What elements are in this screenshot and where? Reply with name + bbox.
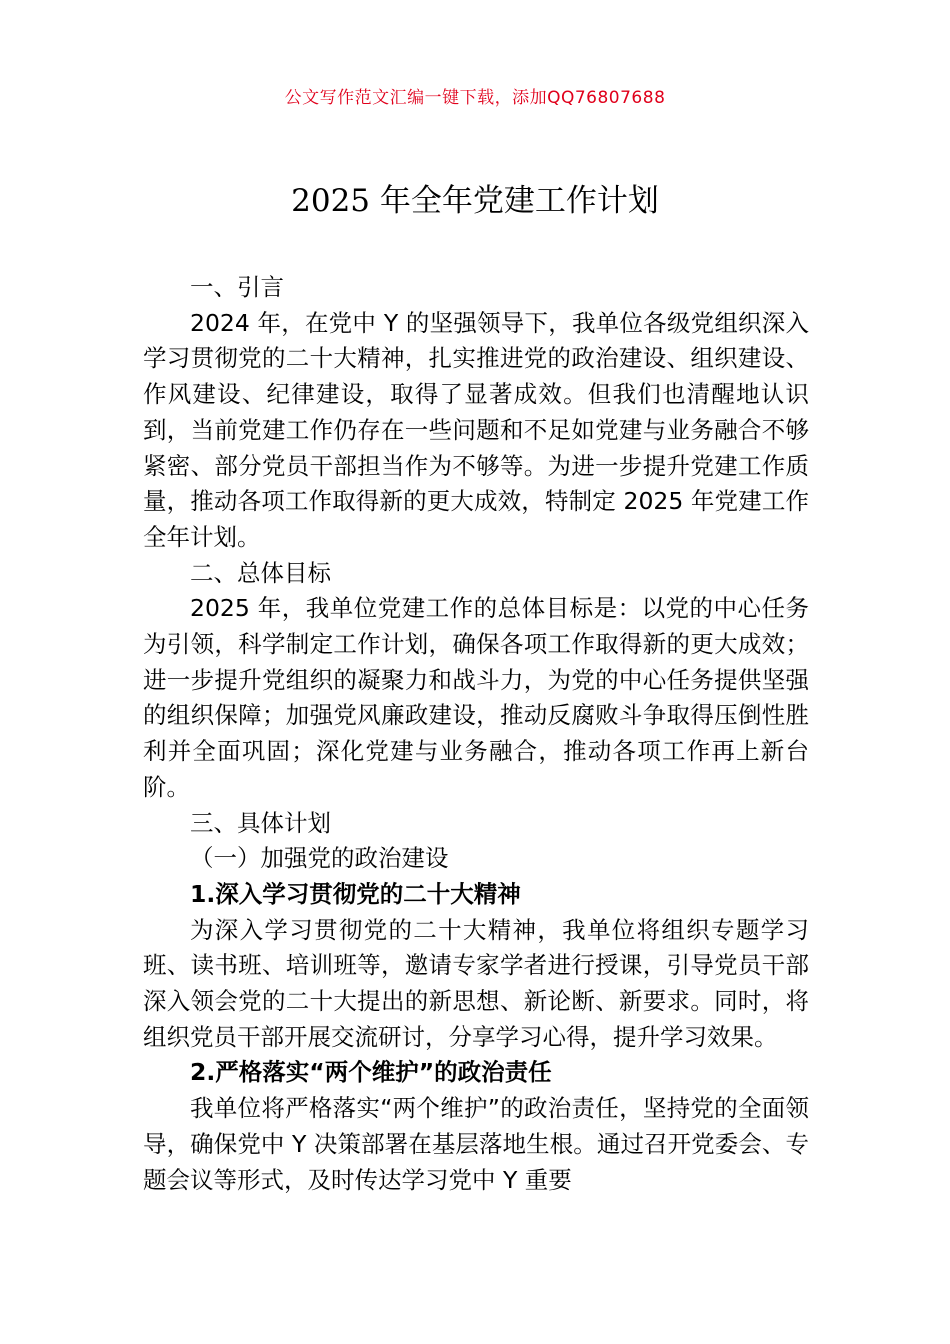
document-body [143,270,809,1198]
paragraph-study: 为深入学习贯彻党的二十大精神，我单位将组织专题学习班、读书班、培训班等，邀请专家学者进行授课，引导党员干部深入领会党的二十大提出的新思想、新论断、新要求。同时，将组织党员干部开展交流研讨，分享学习心得，提升学习效果。 [143,915,809,1051]
paragraph-responsibility: 我单位将严格落实“两个维护”的政治责任，坚持党的全面领导，确保党中 Y 决策部署在基层落地生根。通过召开党委会、专题会议等形式，及时传达学习党中 Y 重要 [143,1094,809,1194]
download-banner: 公文写作范文汇编一键下载，添加QQ76807688 [284,88,666,108]
section-heading-intro: 一、引言 [190,273,284,301]
subsection-heading-political: （一）加强党的政治建设 [190,844,449,873]
document-title: 2025 年全年党建工作计划 [291,183,659,219]
item-heading-study: 1.深入学习贯彻党的二十大精神 [190,879,521,908]
section-heading-goals: 二、总体目标 [190,558,331,587]
section-heading-plan: 三、具体计划 [190,808,331,837]
item-heading-responsibility: 2.严格落实“两个维护”的政治责任 [190,1058,552,1087]
paragraph-intro: 2024 年，在党中 Y 的坚强领导下，我单位各级党组织深入学习贯彻党的二十大精神，扎实推进党的政治建设、组织建设、作风建设、纪律建设，取得了显著成效。但我们也清醒地认识到，当前党建工作仍存在一些问题和不足如党建与业务融合不够紧密、部分党员干部担当作为不够等。为进一步提升党建工作质量，推动各项工作取得新的更大成效，特制定 2025 年党建工作全年计划。 [143,308,809,551]
paragraph-goals: 2025 年，我单位党建工作的总体目标是：以党的中心任务为引领，科学制定工作计划，确保各项工作取得新的更大成效；进一步提升党组织的凝聚力和战斗力，为党的中心任务提供坚强的组织保障；加强党风廉政建设，推动反腐败斗争取得压倒性胜利并全面巩固；深化党建与业务融合，推动各项工作再上新台阶。 [143,594,809,801]
